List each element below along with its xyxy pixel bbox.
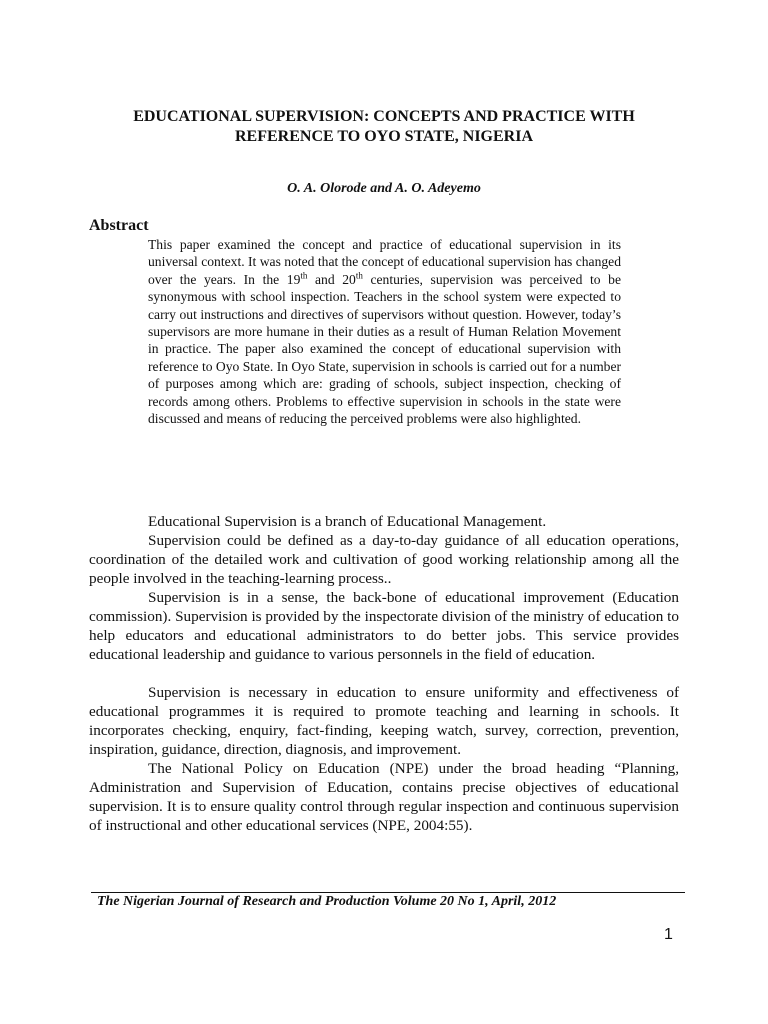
abstract-text-3: centuries, supervision was perceived to be synonymous with school inspection. Teachers in the school system were expected to carry out instructions and directives of supervisors without question. However, today’s supervisors are more humane in their duties as a result of Human Relation Movement in practice. The paper also examined the concept of educational supervision with reference to Oyo State. In Oyo State, supervision in schools is carried out for a number of purposes among which are: grading of schools, subject inspection, checking of records among others. Problems to effective supervision in schools in the state were discussed and means of reducing the perceived problems were also highlighted. [148, 271, 622, 427]
main-body [89, 512, 679, 835]
journal-footer: The Nigerian Journal of Research and Production Volume 20 No 1, April, 2012 [97, 894, 557, 909]
paper-title-line-1: EDUCATIONAL SUPERVISION: CONCEPTS AND PRACTICE WITH [133, 108, 635, 125]
authors: O. A. Olorode and A. O. Adeyemo [287, 181, 481, 196]
abstract-text-1: This paper examined the concept and practice of educational supervision in its universal context. It was noted that the concept of educational supervision has changed over the years. In the 19 [148, 237, 621, 287]
abstract-paragraph [148, 236, 621, 427]
abstract-body [148, 236, 621, 427]
paper-title-line-2: REFERENCE TO OYO STATE, NIGERIA [235, 128, 533, 145]
paper-title [60, 107, 708, 147]
body-paragraph-1: Educational Supervision is a branch of Educational Management. [148, 513, 547, 530]
page-number: 1 [664, 926, 673, 943]
abstract-heading: Abstract [89, 217, 149, 234]
body-paragraph-4: Supervision is necessary in education to ensure uniformity and effectiveness of educational programmes it is required to promote teaching and learning in schools. It incorporates checking, enquiry, fact-finding, keeping watch, survey, correction, prevention, inspiration, guidance, direction, diagnosis, and improvement. [89, 684, 679, 758]
body-paragraph-5: The National Policy on Education (NPE) under the broad heading “Planning, Administration and Supervision of Education, contains precise objectives of educational supervision. It is to ensure quality control through regular inspection and continuous supervision of instructional and other educational services (NPE, 2004:55). [89, 760, 679, 834]
superscript-th-1: th [300, 270, 308, 281]
superscript-th-2: th [355, 270, 363, 281]
body-paragraph-2: Supervision could be defined as a day-to-day guidance of all education operations, coordination of the detailed work and cultivation of good working relationship among all the people involved in the teaching-learning process.. [89, 532, 679, 587]
body-paragraph-3: Supervision is in a sense, the back-bone of educational improvement (Education commission). Supervision is provided by the inspectorate division of the ministry of education to help educators and educational administrators to do better jobs. This service provides educational leadership and guidance to various personnels in the field of education. [89, 589, 679, 663]
abstract-text-2: and 20 [307, 271, 356, 287]
